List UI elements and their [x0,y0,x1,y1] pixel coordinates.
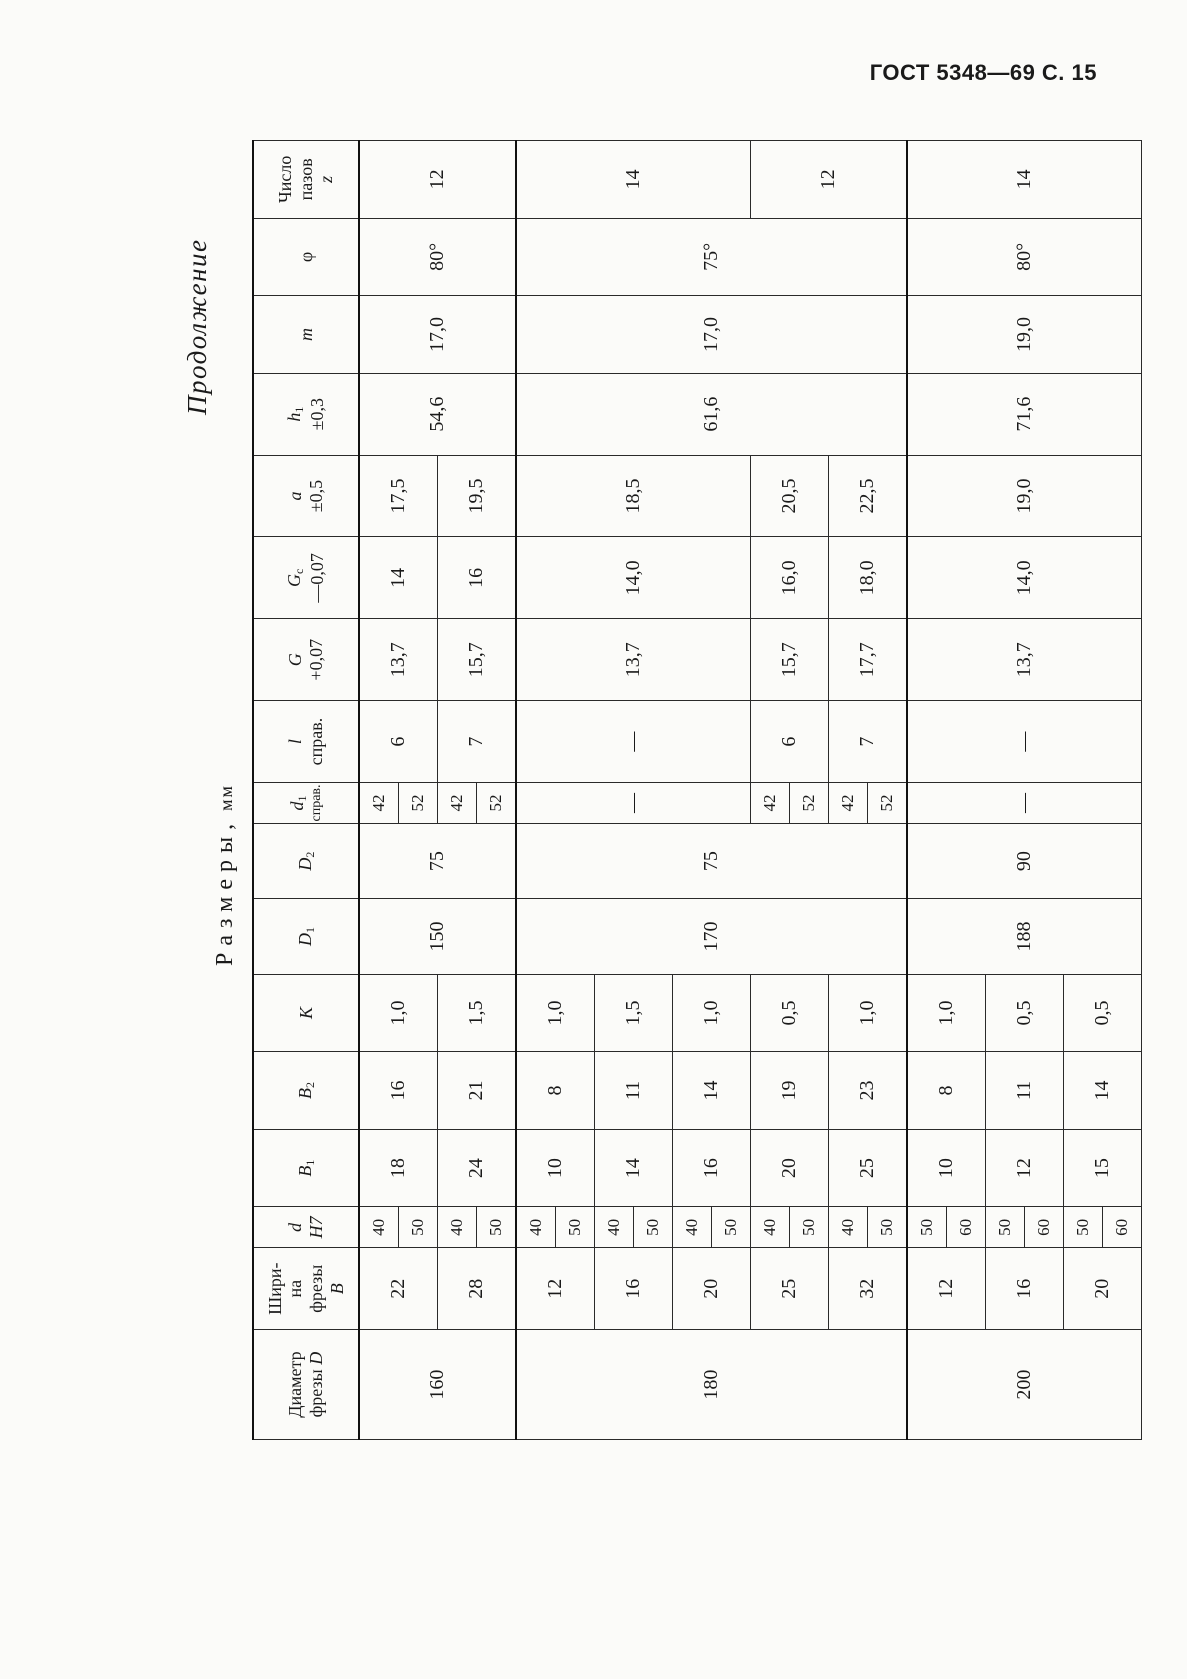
header-symbol: G [285,653,306,667]
cell-D: 200 [907,1330,1142,1440]
header-tolerance: —0,07 [307,553,328,603]
continuation-label: Продолжение [182,238,212,415]
cell-phi: 80° [359,218,516,296]
header-subscript: 2 [302,1082,317,1089]
header-note: справ. [309,784,325,822]
cell-d: 50 [399,1207,438,1248]
cell-d: 50 [1064,1207,1103,1248]
cell-K: 1,5 [595,974,673,1052]
header-symbol: l [285,739,306,745]
cell-d1: 42 [829,783,868,824]
cell-D1: 170 [516,899,907,974]
cell-B2: 8 [516,1052,595,1130]
cell-Gc: 14 [359,537,438,619]
cell-d: 40 [595,1207,634,1248]
header-text: на [285,1279,306,1298]
header-subscript: 1 [292,406,307,413]
cell-d1: 52 [477,783,517,824]
cell-d: 50 [868,1207,908,1248]
cell-d: 50 [556,1207,595,1248]
cell-z: 14 [907,141,1142,219]
cell-B2: 19 [751,1052,829,1130]
cell-K: 0,5 [751,974,829,1052]
cell-d: 50 [907,1207,947,1248]
cell-K: 1,0 [359,974,438,1052]
header-subscript: 2 [302,851,317,858]
cell-K: 0,5 [986,974,1064,1052]
cell-G: 17,7 [829,619,908,701]
header-subscript: 1 [302,927,317,934]
header-m [253,296,359,374]
cell-B: 22 [359,1248,438,1330]
cell-m: 17,0 [359,296,516,374]
cell-l: 6 [751,701,829,783]
cell-B2: 11 [595,1052,673,1130]
cell-B1: 20 [751,1129,829,1207]
cell-B2: 21 [438,1052,517,1130]
table-row [359,141,399,1440]
cell-G: 15,7 [751,619,829,701]
header-note: справ. [306,717,326,766]
header-text: Число [274,155,295,203]
cell-h1: 61,6 [516,373,907,455]
cell-l: 7 [829,701,908,783]
cell-d1: 52 [399,783,438,824]
cell-G: 13,7 [359,619,438,701]
header-symbol: d [286,801,307,811]
header-symbol: D [294,857,315,871]
header-subscript: 1 [294,795,309,802]
cell-B: 20 [1064,1248,1142,1330]
header-text: фрезы [306,1264,326,1313]
header-symbol: z [316,175,337,183]
caption-unit: мм [216,784,236,811]
header-B2 [253,1052,359,1130]
cell-a: 19,5 [438,455,517,537]
cell-Gc: 16 [438,537,517,619]
cell-h1: 54,6 [359,373,516,455]
header-text: пазов [295,158,316,201]
cell-K: 0,5 [1064,974,1142,1052]
table-row [907,141,947,1440]
header-cutter-diameter [253,1330,359,1440]
cell-D1: 150 [359,899,516,974]
cell-d: 40 [673,1207,712,1248]
cell-D2: 75 [359,823,516,898]
header-symbol: m [295,327,316,341]
cell-d: 60 [1103,1207,1142,1248]
header-symbol: φ [295,251,316,263]
rotated-table-area [170,75,1132,1535]
cell-d1: 52 [790,783,829,824]
cell-d1: 42 [438,783,477,824]
header-text: Шири- [264,1262,285,1315]
cell-Gc: 14,0 [907,537,1142,619]
cell-z: 12 [751,141,908,219]
cell-B2: 23 [829,1052,908,1130]
cell-d1: — [516,783,751,824]
header-text: Диаметр [285,1351,306,1418]
cell-a: 18,5 [516,455,751,537]
header-text: фрезы [306,1369,326,1418]
header-D1 [253,899,359,974]
cell-B2: 8 [907,1052,986,1130]
header-tolerance: ±0,5 [306,479,326,513]
cell-d: 40 [516,1207,556,1248]
header-symbol: B [294,1165,315,1177]
cell-Gc: 14,0 [516,537,751,619]
table-row [516,141,556,1440]
header-symbol: G [284,574,305,588]
header-K [253,974,359,1052]
header-symbol: a [285,491,306,501]
cell-z: 14 [516,141,751,219]
cell-a: 19,0 [907,455,1142,537]
cell-a: 20,5 [751,455,829,537]
cell-B: 16 [595,1248,673,1330]
header-symbol: d [285,1222,306,1232]
header-tolerance: ±0,3 [307,397,328,431]
cell-D: 180 [516,1330,907,1440]
cell-z: 12 [359,141,516,219]
cell-K: 1,0 [516,974,595,1052]
caption-main: Размеры, [212,816,238,966]
cell-B1: 18 [359,1129,438,1207]
header-subscript: с [292,568,307,575]
cell-B2: 14 [673,1052,751,1130]
header-h1 [253,373,359,455]
cell-d1: 52 [868,783,908,824]
cell-a: 22,5 [829,455,908,537]
header-symbol: D [294,933,315,947]
cell-G: 15,7 [438,619,517,701]
cell-d: 50 [634,1207,673,1248]
cell-Gc: 16,0 [751,537,829,619]
page-header: ГОСТ 5348—69 С. 15 [869,60,1097,85]
header-cutter-width [253,1248,359,1330]
cell-d: 40 [438,1207,477,1248]
cell-l: 6 [359,701,438,783]
cell-K: 1,5 [438,974,517,1052]
cell-B1: 25 [829,1129,908,1207]
cell-D2: 75 [516,823,907,898]
header-symbol: D [306,1351,326,1365]
header-D2 [253,823,359,898]
cell-d1: 42 [359,783,399,824]
cell-K: 1,0 [673,974,751,1052]
cell-a: 17,5 [359,455,438,537]
cell-B: 25 [751,1248,829,1330]
cell-B1: 10 [907,1129,986,1207]
cell-B1: 10 [516,1129,595,1207]
header-symbol: h [284,412,305,422]
cell-h1: 71,6 [907,373,1142,455]
cell-d: 50 [477,1207,517,1248]
header-G [253,619,359,701]
cell-B1: 14 [595,1129,673,1207]
header-a [253,455,359,537]
cell-phi: 75° [516,218,907,296]
cell-l: — [516,701,751,783]
cell-B2: 14 [1064,1052,1142,1130]
cell-B2: 16 [359,1052,438,1130]
header-tolerance: +0,07 [306,638,326,681]
cell-d1: 42 [751,783,790,824]
header-bore-d [253,1207,359,1248]
header-symbol: B [326,1283,347,1295]
header-teeth [253,141,359,219]
cell-D2: 90 [907,823,1142,898]
cell-B1: 16 [673,1129,751,1207]
cell-G: 13,7 [907,619,1142,701]
header-tolerance: H7 [306,1216,326,1239]
cell-K: 1,0 [829,974,908,1052]
cell-K: 1,0 [907,974,986,1052]
cell-B: 28 [438,1248,517,1330]
header-symbol: K [295,1006,316,1019]
cell-B1: 12 [986,1129,1064,1207]
cell-d: 40 [359,1207,399,1248]
cell-phi: 80° [907,218,1142,296]
cell-D: 160 [359,1330,516,1440]
cell-B: 32 [829,1248,908,1330]
cell-l: 7 [438,701,517,783]
cell-Gc: 18,0 [829,537,908,619]
cell-B: 12 [516,1248,595,1330]
cell-d: 40 [751,1207,790,1248]
cell-d: 50 [790,1207,829,1248]
cell-l: — [907,701,1142,783]
cell-B1: 15 [1064,1129,1142,1207]
cell-B: 20 [673,1248,751,1330]
dimensions-table [252,140,1142,1440]
cell-G: 13,7 [516,619,751,701]
cell-d: 60 [947,1207,986,1248]
cell-d1: — [907,783,1142,824]
cell-D1: 188 [907,899,1142,974]
cell-d: 60 [1025,1207,1064,1248]
cell-B2: 11 [986,1052,1064,1130]
cell-m: 19,0 [907,296,1142,374]
header-l [253,701,359,783]
cell-B1: 24 [438,1129,517,1207]
cell-d: 40 [829,1207,868,1248]
cell-m: 17,0 [516,296,907,374]
cell-B: 12 [907,1248,986,1330]
header-d1 [253,783,359,824]
cell-d: 50 [986,1207,1025,1248]
header-phi [253,218,359,296]
table-caption [212,615,239,1135]
header-Gc [253,537,359,619]
header-B1 [253,1129,359,1207]
cell-B: 16 [986,1248,1064,1330]
cell-d: 50 [712,1207,751,1248]
header-subscript: 1 [302,1159,317,1166]
header-symbol: B [294,1088,315,1100]
